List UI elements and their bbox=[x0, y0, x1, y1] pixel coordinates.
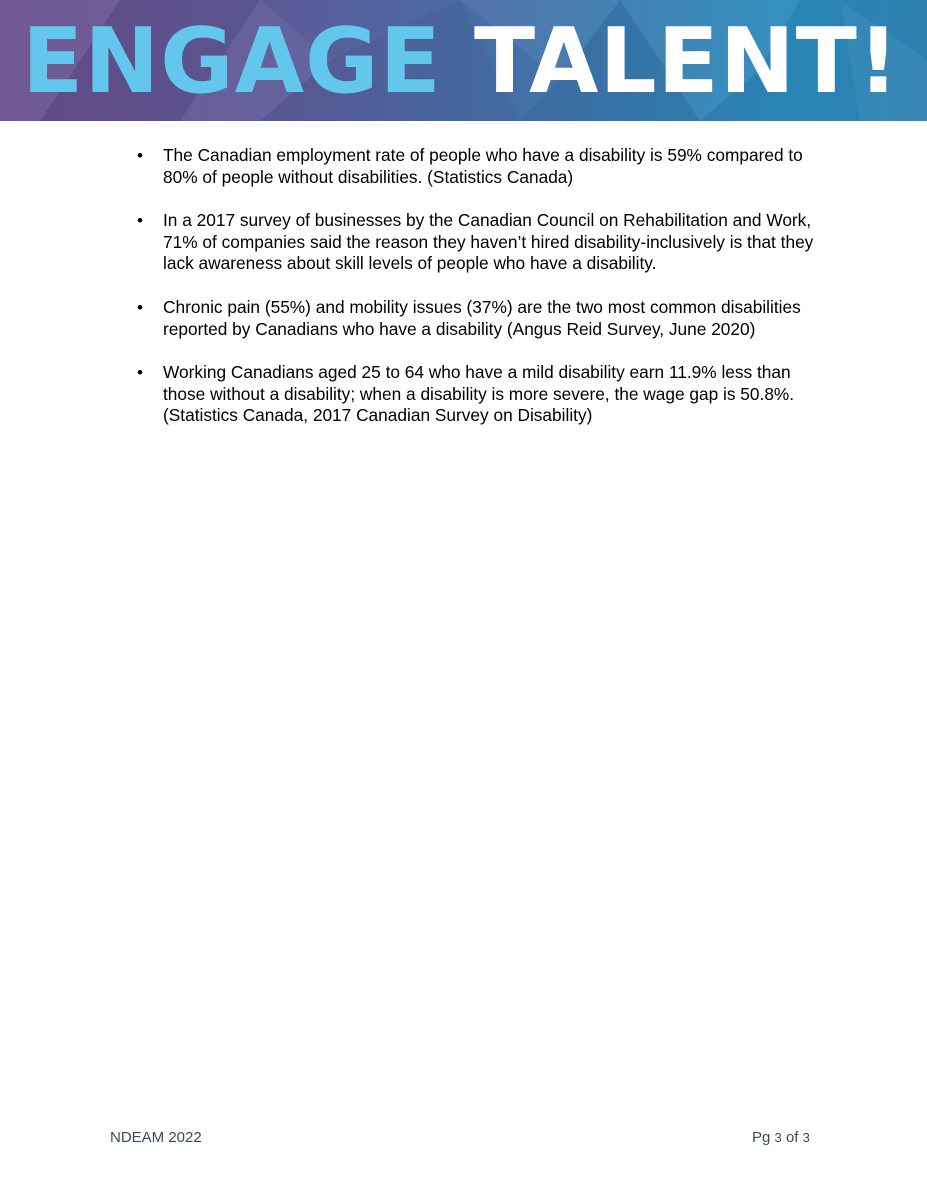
footer-event-label: NDEAM 2022 bbox=[110, 1129, 202, 1146]
page-current: 3 bbox=[774, 1130, 782, 1145]
list-item-text: Chronic pain (55%) and mobility issues (37%) are the two most common disabilities reported by Canadians who have a disability (Angus Reid Survey, June 2020) bbox=[163, 296, 801, 339]
banner-word-engage: ENGAGE bbox=[22, 9, 442, 114]
list-item bbox=[135, 145, 825, 188]
list-item-text: The Canadian employment rate of people who have a disability is 59% compared to 80% of people without disabilities. (Statistics Canada) bbox=[163, 145, 803, 187]
list-item bbox=[135, 210, 825, 275]
bullet-icon: • bbox=[137, 297, 143, 317]
main-content bbox=[135, 145, 825, 449]
bullet-icon: • bbox=[137, 211, 143, 231]
page-prefix: Pg bbox=[752, 1129, 771, 1146]
list-item-text: In a 2017 survey of businesses by the Canadian Council on Rehabilitation and Work, 71% of companies said the reason they haven’t hired disability-inclusively is that they lack awareness about skill levels of people who have a disability. bbox=[163, 210, 814, 274]
page-of: of bbox=[785, 1129, 799, 1146]
banner-title bbox=[22, 9, 900, 114]
list-item-text: Working Canadians aged 25 to 64 who have a mild disability earn 11.9% less than those without a disability; when a disability is more severe, the wage gap is 50.8%. (Statistics Canada, 2017 Canadian Survey on Disability) bbox=[163, 362, 795, 426]
list-item bbox=[135, 362, 825, 427]
bullet-icon: • bbox=[137, 146, 143, 165]
header-banner bbox=[0, 0, 927, 121]
footer-page-number bbox=[752, 1129, 810, 1146]
statistics-list bbox=[135, 145, 825, 427]
bullet-icon: • bbox=[137, 363, 143, 383]
page-total: 3 bbox=[802, 1130, 810, 1145]
list-item bbox=[135, 297, 825, 340]
banner-word-talent: TALENT! bbox=[473, 9, 900, 114]
